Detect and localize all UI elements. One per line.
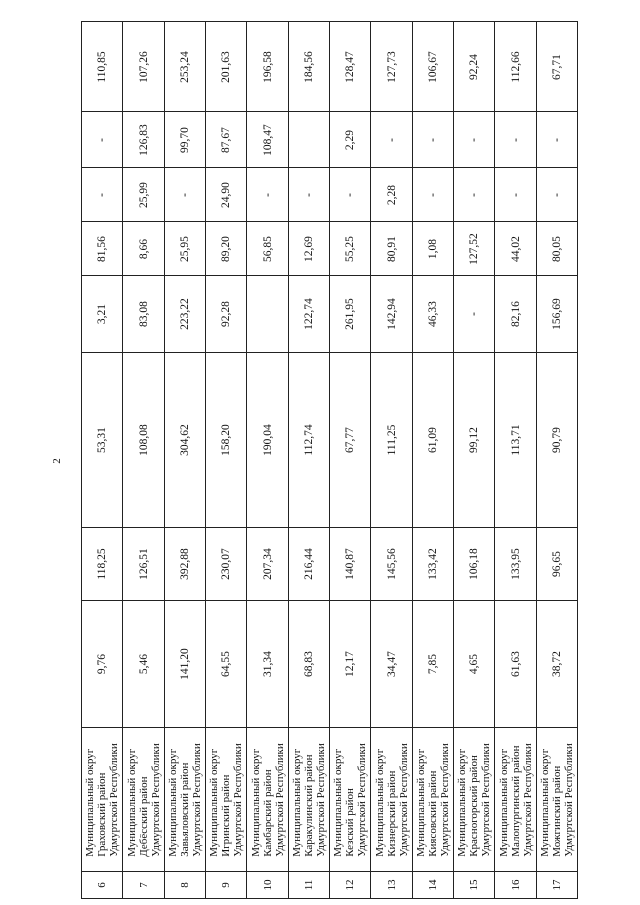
cell-value: 7,85 [427, 653, 439, 675]
table-cell [371, 22, 413, 112]
table-cell [330, 872, 371, 899]
table-cell [537, 872, 578, 899]
row-index: 7 [137, 882, 150, 888]
table-cell [289, 222, 330, 276]
page-number: 2 [51, 458, 63, 464]
table-cell [123, 276, 165, 353]
table-cell [82, 353, 123, 528]
table-cell [247, 872, 289, 899]
cell-value: 142,94 [385, 298, 398, 330]
cell-value: 113,71 [509, 424, 522, 456]
table-cell [289, 872, 330, 899]
cell-value: 223,22 [179, 298, 191, 330]
table-cell [123, 528, 165, 601]
municipality-name-line: Удмуртской Республики [191, 742, 203, 857]
table-cell [537, 528, 578, 601]
cell-value: 2,29 [344, 129, 356, 150]
row-index: 10 [261, 879, 274, 891]
table-cell [206, 528, 247, 601]
table-cell [454, 112, 495, 168]
cell-value: 111,25 [385, 424, 398, 456]
table-cell [123, 112, 165, 168]
row-index: 15 [468, 879, 480, 891]
table-cell [330, 222, 371, 276]
table-cell [165, 22, 206, 112]
table-cell [247, 22, 289, 112]
municipality-name-line: Удмуртской Республики [521, 742, 534, 857]
table-cell [371, 222, 413, 276]
municipality-name-line: Удмуртской Республики [563, 742, 575, 857]
cell-value: 61,09 [427, 427, 439, 453]
table-cell [247, 222, 289, 276]
table-cell [206, 168, 247, 222]
municipality-name-line: Муниципальный округ [497, 748, 510, 857]
municipality-name-line: Удмуртской Республики [149, 742, 162, 857]
municipality-name-line: Муниципальный округ [332, 748, 344, 857]
table-cell [413, 728, 454, 872]
table-cell [123, 168, 165, 222]
row-index: 14 [427, 879, 439, 891]
municipality-name-line: Удмуртской Республики [232, 742, 244, 857]
municipality-name-line: Удмуртской Республики [356, 742, 368, 857]
municipality-name-line: Муниципальный округ [125, 748, 138, 857]
cell-value: - [509, 192, 522, 197]
cell-value: 122,74 [303, 298, 315, 330]
cell-value: - [96, 192, 108, 197]
table-cell [537, 276, 578, 353]
data-table [81, 21, 578, 899]
cell-value: 118,25 [96, 548, 108, 580]
table-cell [330, 353, 371, 528]
table-cell [206, 112, 247, 168]
cell-value: 90,79 [551, 427, 563, 453]
table-cell [413, 528, 454, 601]
cell-value: 133,95 [509, 548, 522, 580]
cell-value: 133,42 [427, 548, 439, 580]
cell-value: 99,12 [468, 427, 480, 453]
table-cell [413, 22, 454, 112]
table-cell [537, 222, 578, 276]
table-row-municipality-name [82, 728, 578, 872]
cell-value: 156,69 [551, 298, 563, 330]
table-row-value-col-1 [82, 601, 578, 728]
table-cell [454, 872, 495, 899]
cell-value: - [551, 137, 563, 142]
cell-value: 112,74 [303, 424, 315, 456]
cell-value: 107,26 [137, 50, 150, 83]
cell-value: - [179, 192, 191, 197]
cell-value: 55,25 [344, 235, 356, 262]
cell-value: 9,76 [96, 653, 108, 675]
table-cell [82, 276, 123, 353]
table-cell [165, 276, 206, 353]
table-cell [413, 872, 454, 899]
cell-value: 61,63 [509, 651, 522, 677]
table-cell [495, 168, 537, 222]
municipality-name-line: Дебёсский район [137, 776, 150, 857]
cell-value: 12,17 [344, 651, 356, 677]
table-cell [289, 601, 330, 728]
municipality-name-line: Каракулинский район [303, 753, 315, 857]
table-row-value-col-2 [82, 528, 578, 601]
table-cell [454, 528, 495, 601]
row-index: 12 [344, 879, 356, 891]
table-cell [330, 601, 371, 728]
table-row-value-col-3 [82, 353, 578, 528]
cell-value: 207,34 [261, 548, 274, 580]
municipality-name-line: Муниципальный округ [291, 748, 303, 857]
cell-value: 140,87 [344, 548, 356, 580]
cell-value: 1,08 [427, 238, 439, 259]
municipality-name-line: Удмуртской Республики [315, 742, 327, 857]
municipality-name-line: Удмуртской Республики [439, 742, 451, 857]
table-cell [537, 728, 578, 872]
table-cell [165, 528, 206, 601]
table-cell [123, 601, 165, 728]
cell-value: - [96, 137, 108, 142]
cell-value: - [385, 137, 398, 142]
table-cell [495, 276, 537, 353]
cell-value: 184,56 [303, 50, 315, 83]
table-cell [206, 353, 247, 528]
municipality-name-line: Муниципальный округ [415, 748, 427, 857]
cell-value: 392,88 [179, 548, 191, 580]
table-cell [123, 728, 165, 872]
table-cell [495, 528, 537, 601]
table-cell [371, 168, 413, 222]
table-cell [495, 22, 537, 112]
table-cell [371, 872, 413, 899]
cell-value: 38,72 [551, 651, 563, 677]
cell-value: - [468, 192, 480, 197]
table-cell [495, 872, 537, 899]
cell-value: 80,05 [551, 235, 563, 262]
municipality-name-line: Игринский район [220, 774, 232, 857]
table-cell [123, 353, 165, 528]
table-cell [123, 872, 165, 899]
table-cell [123, 222, 165, 276]
table-cell [165, 353, 206, 528]
cell-value: - [551, 192, 563, 197]
cell-value: 92,28 [220, 301, 232, 327]
table-cell [123, 22, 165, 112]
row-index: 17 [551, 879, 563, 891]
cell-value: 3,21 [96, 303, 108, 325]
cell-value: 4,65 [468, 653, 480, 675]
table-cell [247, 112, 289, 168]
cell-value: 112,66 [509, 50, 522, 83]
table-cell [165, 728, 206, 872]
table-cell [206, 872, 247, 899]
cell-value: 145,56 [385, 548, 398, 580]
table-cell [454, 601, 495, 728]
table-cell [206, 728, 247, 872]
cell-value: 106,18 [468, 548, 480, 580]
table-cell [371, 112, 413, 168]
cell-value: 2,28 [385, 184, 398, 205]
municipality-name-line: Удмуртской Республики [273, 742, 286, 857]
cell-value: 81,56 [96, 235, 108, 262]
table-row-value-col-7 [82, 112, 578, 168]
table-cell [247, 353, 289, 528]
table-cell [82, 222, 123, 276]
table-cell [371, 528, 413, 601]
municipality-name-line: Муниципальный округ [208, 748, 220, 857]
cell-value: 64,55 [220, 651, 232, 677]
cell-value: 56,85 [261, 235, 274, 262]
table-cell [247, 728, 289, 872]
table-cell [537, 22, 578, 112]
cell-value: - [509, 137, 522, 142]
cell-value: 253,24 [179, 50, 191, 83]
table-cell [330, 22, 371, 112]
table-cell [82, 168, 123, 222]
table-cell [371, 601, 413, 728]
table-cell [413, 168, 454, 222]
cell-value: 53,31 [96, 427, 108, 453]
table-cell [330, 168, 371, 222]
table-cell [495, 112, 537, 168]
cell-value: 12,69 [303, 235, 315, 262]
cell-value: 34,47 [385, 651, 398, 677]
cell-value: 127,52 [468, 232, 480, 265]
cell-value: 230,07 [220, 548, 232, 580]
table-cell [330, 276, 371, 353]
table-cell [537, 353, 578, 528]
table-row-value-col-6 [82, 168, 578, 222]
cell-value: 83,08 [137, 301, 150, 327]
row-index: 8 [179, 882, 191, 888]
table-cell [537, 601, 578, 728]
cell-value: - [468, 312, 480, 316]
table-row-value-col-4 [82, 276, 578, 353]
cell-value: 67,77 [344, 427, 356, 453]
table-cell [371, 276, 413, 353]
table-cell [454, 222, 495, 276]
table-cell [82, 22, 123, 112]
table-cell [330, 528, 371, 601]
cell-value: 8,66 [137, 238, 150, 259]
table-cell [206, 276, 247, 353]
table-cell [454, 168, 495, 222]
cell-value: 44,02 [509, 235, 522, 262]
table-cell [289, 168, 330, 222]
cell-value: - [303, 192, 315, 197]
table-cell [413, 601, 454, 728]
municipality-name-line: Киясовский район [427, 770, 439, 857]
table-cell [82, 601, 123, 728]
table-cell [82, 528, 123, 601]
table-cell [206, 22, 247, 112]
cell-value: 196,58 [261, 50, 274, 83]
table-cell [165, 601, 206, 728]
table-cell [247, 528, 289, 601]
table-cell [413, 353, 454, 528]
table-cell [289, 112, 330, 168]
cell-value: 80,91 [385, 235, 398, 262]
table-cell [537, 168, 578, 222]
table-cell [289, 276, 330, 353]
cell-value: - [344, 192, 356, 197]
table-cell [454, 353, 495, 528]
municipality-name-line: Удмуртской Республики [108, 742, 120, 857]
table-cell [247, 276, 289, 353]
cell-value: - [468, 137, 480, 142]
cell-value: 190,04 [261, 424, 274, 456]
table-cell [454, 276, 495, 353]
cell-value: 24,90 [220, 181, 232, 208]
table-cell [454, 22, 495, 112]
cell-value: 261,95 [344, 298, 356, 330]
table-cell [289, 353, 330, 528]
table-cell [495, 601, 537, 728]
row-index: 11 [303, 879, 315, 891]
table-cell [247, 168, 289, 222]
cell-value: 304,62 [179, 424, 191, 456]
table-cell [206, 601, 247, 728]
cell-value: 201,63 [220, 50, 232, 83]
table-cell [165, 222, 206, 276]
table-cell [289, 528, 330, 601]
municipality-name-line: Завьяловский район [179, 762, 191, 857]
table-cell [82, 112, 123, 168]
cell-value: - [427, 192, 439, 197]
municipality-name-line: Камбарский район [261, 768, 274, 857]
municipality-name-line: Кезский район [344, 787, 356, 857]
cell-value: 5,46 [137, 653, 150, 675]
table-cell [165, 112, 206, 168]
cell-value: 87,67 [220, 126, 232, 153]
cell-value: - [261, 192, 274, 197]
cell-value: 128,47 [344, 50, 356, 83]
municipality-name-line: Красногорский район [468, 754, 480, 857]
table-cell [537, 112, 578, 168]
table-cell [165, 872, 206, 899]
table-cell [413, 222, 454, 276]
table-cell [413, 112, 454, 168]
cell-value: 67,71 [551, 53, 563, 80]
table-cell [330, 112, 371, 168]
cell-value: 96,65 [551, 551, 563, 577]
cell-value: 110,85 [96, 50, 108, 83]
cell-value: 89,20 [220, 235, 232, 262]
table-cell [495, 353, 537, 528]
table-cell [495, 222, 537, 276]
municipality-name-line: Муниципальный округ [373, 748, 386, 857]
municipality-name-line: Граховский район [96, 772, 108, 857]
municipality-name-line: Муниципальный округ [167, 748, 179, 857]
municipality-name-line: Малопургинский район [509, 744, 522, 857]
table-cell [454, 728, 495, 872]
municipality-name-line: Удмуртской Республики [397, 742, 410, 857]
cell-value: 99,70 [179, 126, 191, 153]
row-index: 9 [220, 882, 232, 888]
table-cell [371, 728, 413, 872]
cell-value: 108,08 [137, 424, 150, 456]
table-cell [206, 222, 247, 276]
cell-value: 31,34 [261, 651, 274, 677]
municipality-name-line: Муниципальный округ [539, 748, 551, 857]
table-cell [413, 276, 454, 353]
municipality-name-line: Можгинский район [551, 765, 563, 857]
cell-value: 141,20 [179, 648, 191, 680]
table-cell [82, 872, 123, 899]
table-row-value-col-5 [82, 222, 578, 276]
cell-value: 68,83 [303, 651, 315, 677]
cell-value: 106,67 [427, 50, 439, 83]
municipality-name-line: Муниципальный округ [249, 748, 262, 857]
cell-value: 25,99 [137, 181, 150, 208]
table-cell [247, 601, 289, 728]
table-cell [82, 728, 123, 872]
cell-value: 127,73 [385, 50, 398, 83]
cell-value: 126,51 [137, 548, 150, 580]
row-index: 6 [96, 882, 108, 888]
cell-value: 82,16 [509, 301, 522, 327]
municipality-name-line: Кизнерский район [385, 770, 398, 857]
cell-value: 126,83 [137, 123, 150, 156]
table-cell [495, 728, 537, 872]
municipality-name-line: Удмуртской Республики [480, 742, 492, 857]
table-cell [289, 22, 330, 112]
municipality-name-line: Муниципальный округ [84, 748, 96, 857]
row-index: 16 [509, 879, 522, 891]
cell-value: 108,47 [261, 123, 274, 156]
cell-value: - [427, 137, 439, 142]
row-index: 13 [385, 879, 398, 891]
table-cell [289, 728, 330, 872]
cell-value: 25,95 [179, 235, 191, 262]
table-cell [330, 728, 371, 872]
table-row-row-index [82, 872, 578, 899]
table-cell [165, 168, 206, 222]
cell-value: 158,20 [220, 424, 232, 456]
municipality-name-line: Муниципальный округ [456, 748, 468, 857]
table-cell [371, 353, 413, 528]
cell-value: 46,33 [427, 301, 439, 327]
cell-value: 216,44 [303, 548, 315, 580]
cell-value: 92,24 [468, 53, 480, 80]
table-row-value-col-8 [82, 22, 578, 112]
